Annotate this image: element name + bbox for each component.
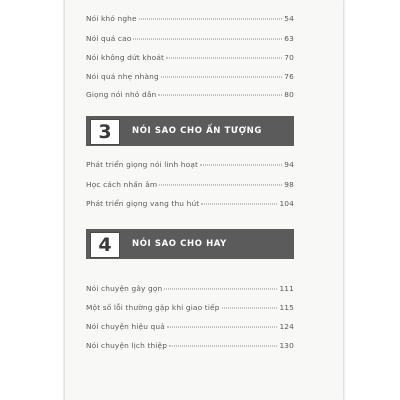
toc-entry	[86, 72, 294, 81]
toc-entry-title: Học cách nhấn âm	[86, 180, 158, 189]
dot-leader	[158, 95, 282, 96]
toc-entry-title: Nói khó nghe	[86, 14, 137, 23]
toc-entry	[86, 34, 294, 43]
toc-entry	[86, 90, 294, 99]
chapter-number: 4	[90, 232, 120, 258]
dot-leader	[201, 204, 277, 205]
dot-leader	[222, 308, 278, 309]
chapter-number: 3	[90, 119, 120, 145]
toc-entry-title: Nói chuyện lịch thiệp	[86, 341, 168, 350]
toc-entry-page: 63	[284, 34, 294, 43]
toc-entry-page: 70	[284, 53, 294, 62]
chapter-title: NÓI SAO CHO ẤN TƯỢNG	[132, 126, 262, 136]
toc-entry-page: 115	[279, 303, 294, 312]
toc-entry	[86, 53, 294, 62]
chapter-header	[86, 116, 294, 146]
toc-entry	[86, 160, 294, 169]
toc-entry-title: Nói quá cao	[86, 34, 132, 43]
toc-entry-page: 111	[279, 284, 294, 293]
dot-leader	[159, 185, 282, 186]
toc-entry	[86, 322, 294, 331]
dot-leader	[161, 77, 282, 78]
toc-entry-title: Phát triển giọng nói linh hoạt	[86, 160, 199, 169]
toc-entry	[86, 14, 294, 23]
dot-leader	[167, 327, 278, 328]
toc-entry-title: Một số lỗi thường gặp khi giao tiếp	[86, 303, 220, 312]
toc-entry-page: 104	[279, 199, 294, 208]
dot-leader	[166, 58, 282, 59]
toc-entry-title: Giọng nói nhỏ dần	[86, 90, 157, 99]
toc-entry-title: Nói chuyện hiệu quả	[86, 322, 165, 331]
dot-leader	[139, 19, 283, 20]
toc-entry-page: 76	[284, 72, 294, 81]
toc-entry-title: Nói chuyện gây gọn	[86, 284, 163, 293]
toc-entry-title: Nói quá nhẹ nhàng	[86, 72, 159, 81]
toc-entry-title: Phát triển giọng vang thu hút	[86, 199, 200, 208]
dot-leader	[164, 289, 277, 290]
toc-entry	[86, 199, 294, 208]
toc-entry	[86, 284, 294, 293]
chapter-header	[86, 229, 294, 259]
toc-entry-page: 54	[284, 14, 294, 23]
toc-entry-title: Nói không dứt khoát	[86, 53, 165, 62]
toc-entry-page: 80	[284, 90, 294, 99]
toc-entry	[86, 180, 294, 189]
toc-entry-page: 94	[284, 160, 294, 169]
toc-entry	[86, 341, 294, 350]
toc-entry-page: 98	[284, 180, 294, 189]
dot-leader	[200, 165, 282, 166]
toc-entry	[86, 303, 294, 312]
toc-entry-page: 124	[279, 322, 294, 331]
chapter-title: NÓI SAO CHO HAY	[132, 239, 227, 249]
toc-entry-page: 130	[279, 341, 294, 350]
dot-leader	[133, 39, 282, 40]
dot-leader	[169, 346, 277, 347]
